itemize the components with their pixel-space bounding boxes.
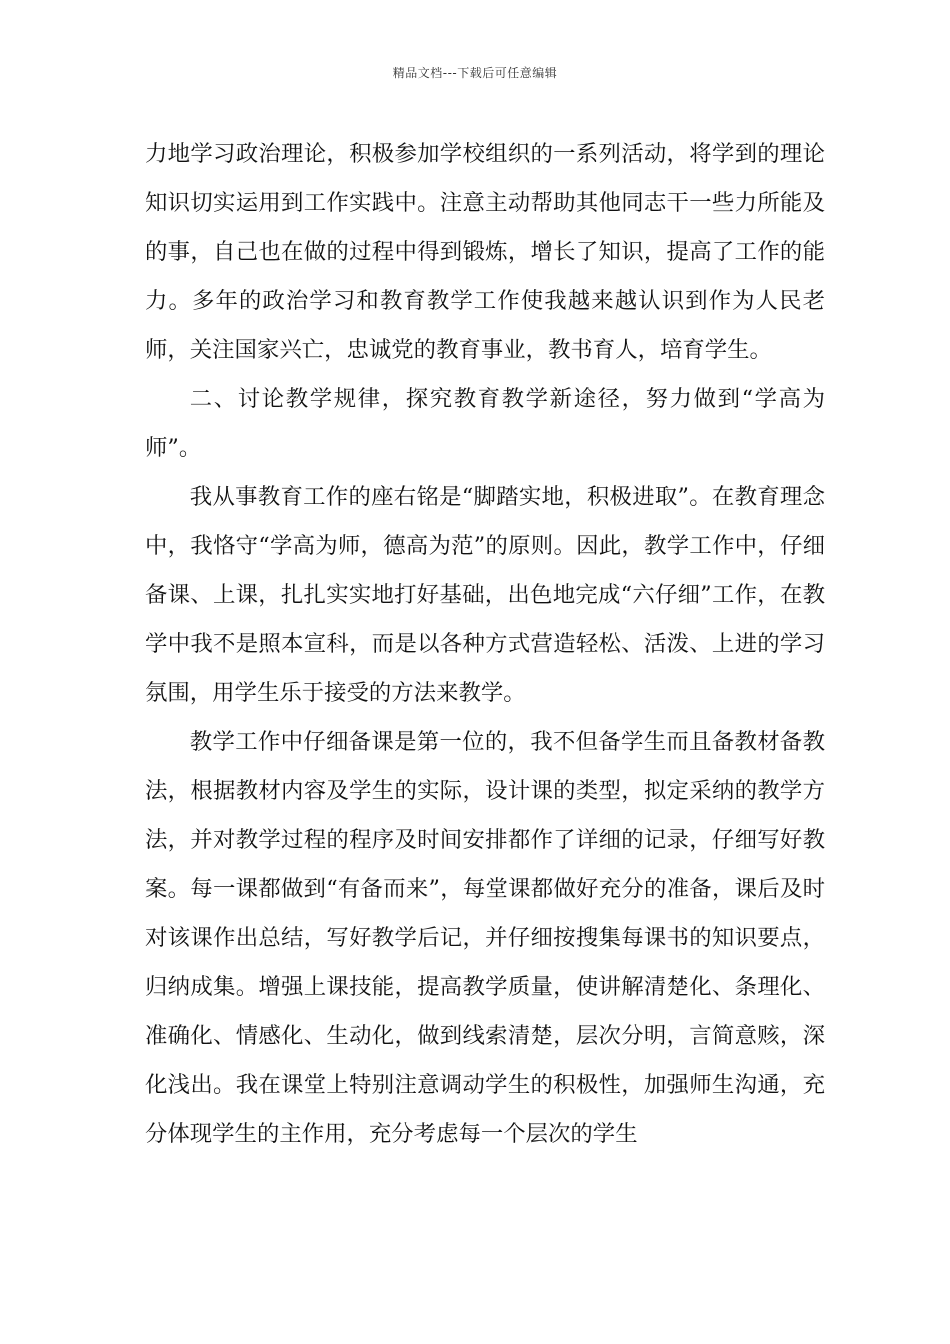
paragraph: 教学工作中仔细备课是第一位的，我不但备学生而且备教材备教法，根据教材内容及学生的实际，设计课的类型，拟定采纳的教学方法，并对教学过程的程序及时间安排都作了详细的记录，仔细写好教案。每一课都做到“有备而来”，每堂课都做好充分的准备，课后及时对该课作出总结，写好教学后记，并仔细按搜集每课书的知识要点，归纳成集。增强上课技能，提高教学质量，使讲解清楚化、条理化、准确化、情感化、生动化，做到线索清楚，层次分明，言简意赅，深化浅出。我在课堂上特别注意调动学生的积极性，加强师生沟通，充分体现学生的主作用，充分考虑每一个层次的学生 bbox=[145, 729, 825, 1147]
paragraph: 我从事教育工作的座右铭是“脚踏实地，积极进取”。在教育理念中，我恪守“学高为师，德高为范”的原则。因此，教学工作中，仔细备课、上课，扎扎实实地打好基础，出色地完成“六仔细”工作，在教学中我不是照本宣科，而是以各种方式营造轻松、活泼、上进的学习氛围，用学生乐于接受的方法来教学。 bbox=[145, 484, 825, 706]
document-body bbox=[145, 130, 825, 1159]
page-header: 精品文档---下载后可任意编辑 bbox=[392, 66, 558, 80]
section-heading: 二、讨论教学规律，探究教育教学新途径，努力做到“学高为师”。 bbox=[145, 386, 825, 461]
paragraph: 力地学习政治理论，积极参加学校组织的一系列活动，将学到的理论知识切实运用到工作实践中。注意主动帮助其他同志干一些力所能及的事，自己也在做的过程中得到锻炼，增长了知识，提高了工作的能力。多年的政治学习和教育教学工作使我越来越认识到作为人民老师，关注国家兴亡，忠诚党的教育事业，教书育人，培育学生。 bbox=[145, 141, 825, 363]
